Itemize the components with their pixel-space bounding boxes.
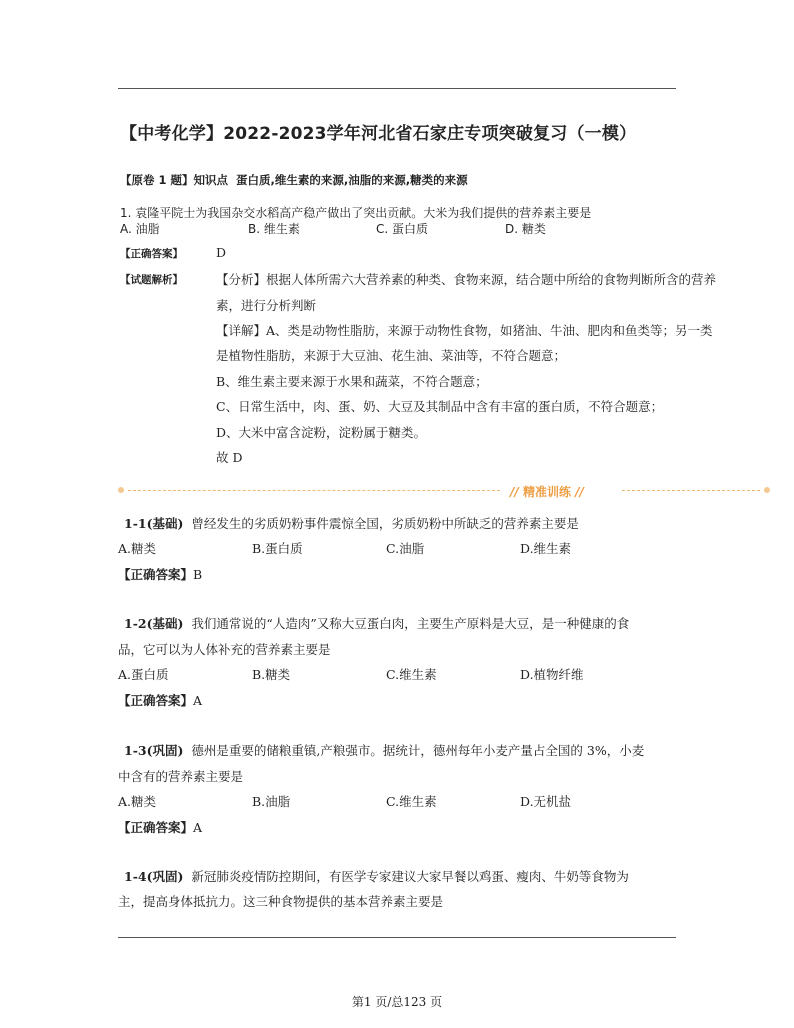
knowledge-point-line: [120, 172, 468, 188]
option-d: D.植物纤维: [520, 667, 584, 682]
banner-title: // 精准训练 //: [510, 485, 584, 499]
answer-line: [118, 565, 202, 583]
practice-question: [124, 867, 629, 885]
option-b: B.油脂: [252, 794, 291, 809]
section-banner: [118, 483, 770, 499]
main-option-c: C. 蛋白质: [376, 222, 429, 236]
question-number: 1-2: [124, 616, 147, 631]
banner-dot-right: [764, 487, 770, 493]
banner-deco-icon: //: [575, 485, 584, 499]
question-text-cont: 品，它可以为人体补充的营养素主要是: [118, 642, 331, 657]
option-c: C.维生素: [386, 667, 437, 682]
option-d: D.维生素: [520, 541, 572, 556]
option-c: C.油脂: [386, 541, 425, 556]
answer-value: A: [193, 693, 203, 708]
analysis-line: B、维生素主要来源于水果和蔬菜，不符合题意；: [216, 374, 488, 389]
knowledge-point-prefix: 【原卷 1 题】知识点: [120, 173, 229, 187]
banner-dot-left: [118, 487, 124, 493]
question-text: 我们通常说的“人造肉”又称大豆蛋白肉，主要生产原料是大豆，是一种健康的食: [191, 616, 630, 631]
analysis-line: D、大米中富含淀粉，淀粉属于糖类。: [216, 425, 427, 440]
practice-question: [124, 514, 579, 532]
analysis-line: 素，进行分析判断: [216, 298, 317, 313]
answer-line: [118, 818, 202, 836]
question-text: 德州是重要的储粮重镇,产粮强市。据统计，德州每年小麦产量占全国的 3%，小麦: [191, 743, 645, 758]
question-text-cont: 主，提高身体抵抗力。这三种食物提供的基本营养素主要是: [118, 894, 444, 909]
question-text: 新冠肺炎疫情防控期间，有医学专家建议大家早餐以鸡蛋、瘦肉、牛奶等食物为: [191, 869, 629, 884]
analysis-line: 是植物性脂肪，来源于大豆油、花生油、菜油等，不符合题意；: [216, 348, 567, 363]
question-text-cont: 中含有的营养素主要是: [118, 769, 244, 784]
option-d: D.无机盐: [520, 794, 572, 809]
option-a: A.糖类: [118, 541, 157, 556]
option-b: B.蛋白质: [252, 541, 303, 556]
question-level: (基础): [146, 616, 184, 631]
practice-question: [124, 741, 644, 759]
question-number: 1-3: [124, 743, 147, 758]
analysis-line: 【分析】根据人体所需六大营养素的种类、食物来源，结合题中所给的食物判断所含的营养: [216, 272, 717, 287]
footer-rule: [118, 937, 676, 938]
question-level: (巩固): [146, 869, 184, 884]
answer-label: 【正确答案】: [118, 820, 194, 835]
page-title: 【中考化学】2022-2023学年河北省石家庄专项突破复习（一模）: [120, 124, 637, 144]
answer-value: A: [193, 820, 203, 835]
question-text: 曾经发生的劣质奶粉事件震惊全国，劣质奶粉中所缺乏的营养素主要是: [191, 516, 579, 531]
analysis-line: 故 D: [216, 450, 243, 465]
header-rule: [118, 88, 676, 89]
question-number: 1-4: [124, 869, 147, 884]
main-option-d: D. 糖类: [505, 222, 546, 236]
answer-label: 【正确答案】: [118, 567, 194, 582]
answer-line: [118, 691, 202, 709]
option-a: A.糖类: [118, 794, 157, 809]
knowledge-point-list: 蛋白质,维生素的来源,油脂的来源,糖类的来源: [236, 173, 468, 187]
banner-deco-icon: //: [510, 485, 519, 499]
option-b: B.糖类: [252, 667, 291, 682]
question-number: 1-1: [124, 516, 147, 531]
analysis-line: 【详解】A、类是动物性脂肪，来源于动物性食物，如猪油、牛油、肥肉和鱼类等；另一类: [216, 323, 713, 338]
option-c: C.维生素: [386, 794, 437, 809]
main-answer-label: 【正确答案】: [120, 248, 183, 260]
main-question-stem: 1. 袁隆平院士为我国杂交水稻高产稳产做出了突出贡献。大米为我们提供的营养素主要是: [120, 206, 592, 220]
main-option-b: B. 维生素: [248, 222, 300, 236]
answer-label: 【正确答案】: [118, 693, 194, 708]
banner-line-right: [622, 490, 760, 491]
option-a: A.蛋白质: [118, 667, 169, 682]
main-analysis-label: 【试题解析】: [120, 274, 183, 286]
practice-question: [124, 614, 629, 632]
banner-line-left: [128, 490, 500, 491]
analysis-line: C、日常生活中，肉、蛋、奶、大豆及其制品中含有丰富的蛋白质，不符合题意；: [216, 399, 664, 414]
page-number: 第1 页/总123 页: [351, 995, 443, 1009]
answer-value: B: [193, 567, 203, 582]
main-answer-value: D: [216, 245, 227, 260]
question-level: (巩固): [146, 743, 184, 758]
main-option-a: A. 油脂: [120, 222, 160, 236]
question-level: (基础): [146, 516, 184, 531]
